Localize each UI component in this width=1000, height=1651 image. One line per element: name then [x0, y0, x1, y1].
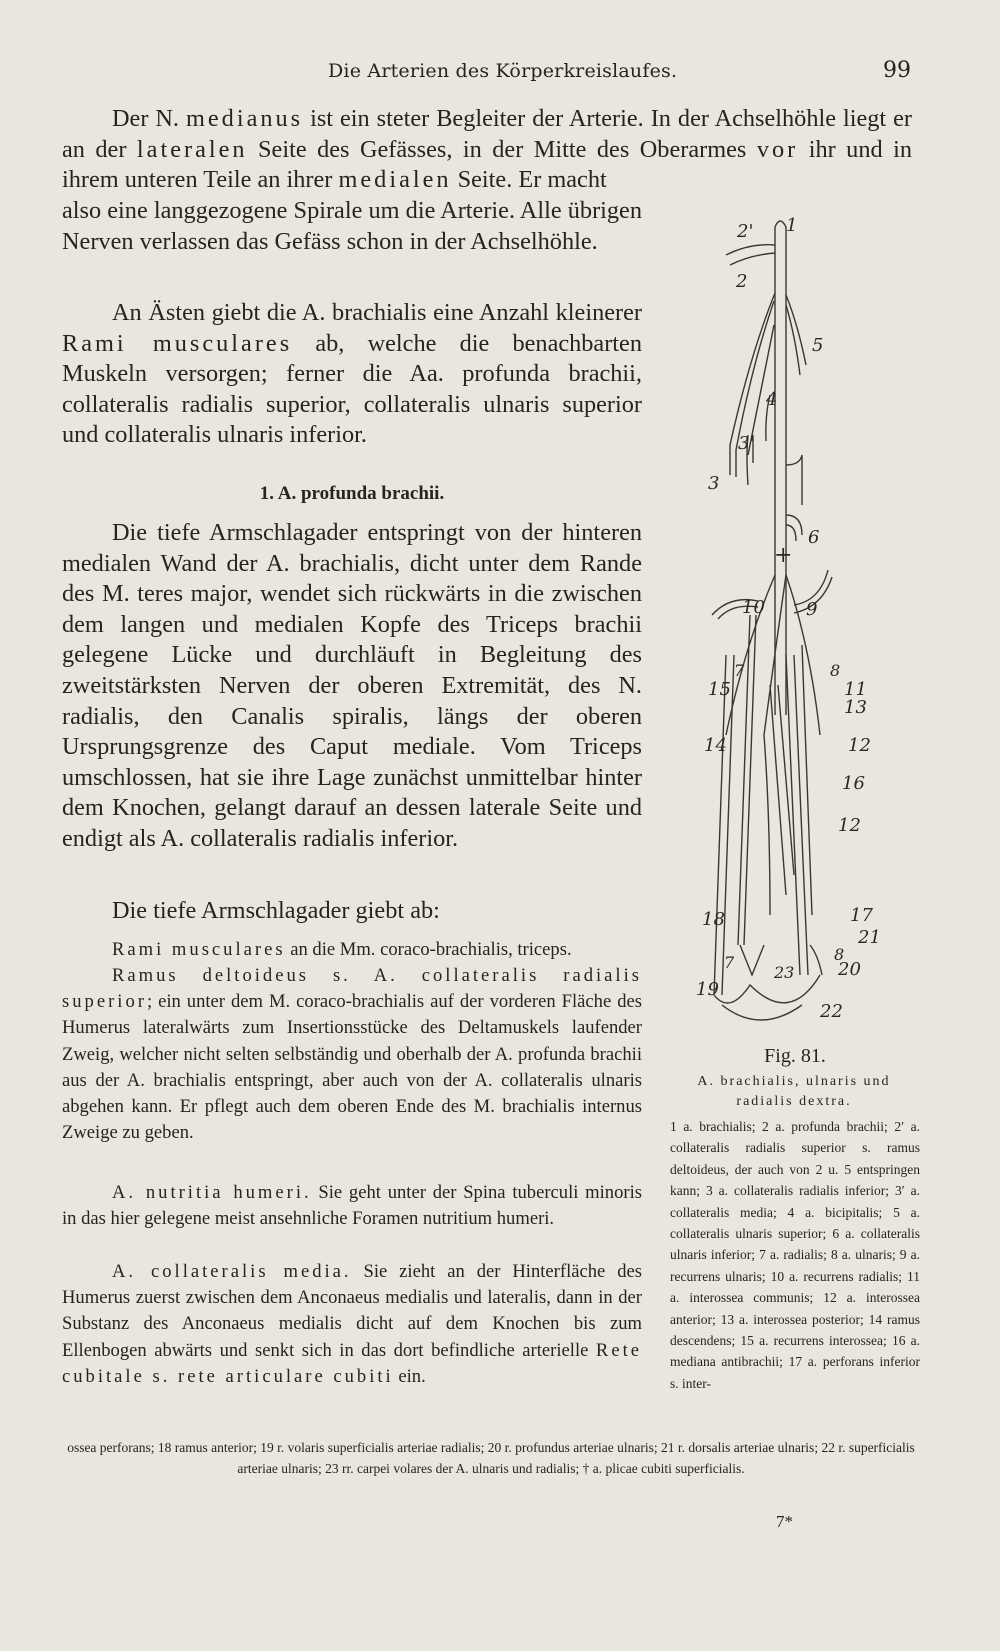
entry-ramus-deltoideus: Ramus deltoideus s. A. collateralis radialis superior; ein unter dem M. coraco-brachialis auf der vorderen Fläche des Humerus lateralwärts zum Insertionsstücke des Deltamuskels laufender Zweig, welcher nicht selten selbständig und oberhalb der A. profunda brachii aus der A. brachialis entspringt, aber auch von der A. collateralis ulnaris abgehen kann. Er pflegt auch dem oberen Ende des M. brachialis internus Zweige zu geben. [62, 965, 642, 1144]
figure-label-20: 20 [838, 959, 861, 980]
figure-label-3: 3 [708, 473, 720, 494]
figure-label-2: 2 [736, 271, 748, 292]
paragraph-profunda: Die tiefe Armschlagader entspringt von der hinteren medialen Wand der A. brachialis, dicht unter dem Rande des M. teres major, wendet sich rückwärts in die zwischen dem langen und medialen Kopfe des Triceps brachii gelegene Lücke und durchläuft in Begleitung des zweitstärksten Nerven der oberen Extremität, des N. radialis, den Canalis spiralis, längs der oberen Ursprungsgrenze des Caput mediale. Vom Triceps umschlossen, hat sie ihre Lage zunächst unmittelbar hinter dem Knochen, gelangt darauf an dessen laterale Seite und endigt als A. collateralis radialis inferior. [62, 519, 642, 852]
figure-label-13: 13 [844, 697, 867, 718]
figure-title: A. brachialis, ulnaris und radialis dextra. [697, 1074, 891, 1109]
entry-rami-musculares: Rami musculares an die Mm. coraco-brachialis, triceps. [112, 939, 572, 960]
figure-label-21: 21 [858, 927, 881, 948]
figure-label-7-upper: 7 [734, 661, 745, 680]
figure-label-17: 17 [850, 905, 873, 926]
figure-number: Fig. 81. [764, 1045, 826, 1067]
figure-caption-continued: ossea perforans; 18 ramus anterior; 19 r. volaris superficialis arteriae radialis; 20 r. profundus arteriae ulnaris; 21 r. dorsalis arteriae ulnaris; 22 r. superficialis arteriae ulnaris; 23 rr. carpei volares der A. ulnaris und radialis; † a. plicae cubiti superficialis. [67, 1440, 915, 1476]
figure-label-15: 15 [708, 679, 731, 700]
figure-arteries [690, 215, 940, 1035]
paragraph-medianus: Der N. medianus ist ein steter Begleiter der Arterie. In der Achselhöhle liegt er an der lateralen Seite des Gefässes, in der Mitte des Oberarmes vor ihr und in ihrem unteren Teile an ihrer medialen Seite. Er macht [62, 105, 912, 194]
figure-label-14: 14 [704, 735, 727, 756]
figure-label-7-lower: 7 [724, 953, 735, 972]
entry-nutritia-humeri: A. nutritia humeri. Sie geht unter der Spina tuberculi minoris in das hier gelegene meist ansehnliche Foramen nutritium humeri. [62, 1182, 642, 1230]
figure-label-4: 4 [766, 389, 778, 410]
figure-label-11: 11 [844, 679, 867, 700]
paragraph-branches: An Ästen giebt die A. brachialis eine Anzahl kleinerer Rami musculares ab, welche die benachbarten Muskeln versorgen; ferner die Aa. profunda brachii, collateralis radialis superior, collateralis ulnaris superior und collateralis ulnaris inferior. [62, 299, 642, 449]
figure-label-3prime: 3' [738, 433, 755, 454]
signature-mark: 7* [776, 1512, 793, 1531]
figure-label-2prime: 2' [737, 221, 754, 242]
paragraph-list-intro: Die tiefe Armschlagader giebt ab: [112, 897, 440, 924]
figure-label-1: 1 [786, 215, 798, 236]
running-title: Die Arterien des Körperkreislaufes. [328, 60, 678, 82]
figure-caption: 1 a. brachialis; 2 a. profunda brachii; 2′ a. collateralis radialis superior s. ramus deltoideus, der auch von 2 u. 5 entspringen kann; 3 a. collateralis radialis inferior; 3′ a. collateralis media; 4 a. bicipitalis; 5 a. collateralis ulnaris superior; 6 a. collateralis ulnaris inferior; 7 a. radialis; 8 a. ulnaris; 9 a. recurrens ulnaris; 10 a. recurrens radialis; 11 a. interossea communis; 12 a. interossea anterior; 13 a. interossea posterior; 14 ramus descendens; 15 a. recurrens interossea; 16 a. mediana antibrachii; 17 a. perforans inferior s. inter- [670, 1119, 920, 1391]
figure-label-9: 9 [806, 599, 818, 620]
figure-label-16: 16 [842, 773, 865, 794]
figure-label-8-lower: 8 [834, 945, 845, 964]
entry-collateralis-media: A. collateralis media. Sie zieht an der Hinterfläche des Humerus zuerst zwischen dem Anconaeus medialis und lateralis, dann in der Substanz des Anconaeus medialis dicht auf dem Knochen bis zum Ellenbogen abwärts und senkt sich in das dort befindliche arterielle Rete cubitale s. rete articulare cubiti ein. [62, 1261, 642, 1387]
figure-label-10: 10 [742, 597, 765, 618]
figure-label-18: 18 [702, 909, 725, 930]
figure-label-12-upper: 12 [848, 735, 871, 756]
figure-label-12-lower: 12 [838, 815, 861, 836]
figure-label-8-upper: 8 [830, 661, 841, 680]
figure-label-23: 23 [774, 963, 795, 982]
paragraph-medianus-continued: also eine langgezogene Spirale um die Arterie. Alle übrigen Nerven verlassen das Gefäss schon in der Achselhöhle. [62, 197, 642, 255]
figure-label-5: 5 [812, 335, 824, 356]
figure-label-dagger: + [774, 543, 793, 568]
section-heading: 1. A. profunda brachii. [259, 483, 445, 504]
figure-label-6: 6 [808, 527, 820, 548]
figure-label-19: 19 [696, 979, 719, 1000]
figure-label-22: 22 [820, 1001, 843, 1022]
page-number: 99 [883, 58, 911, 83]
